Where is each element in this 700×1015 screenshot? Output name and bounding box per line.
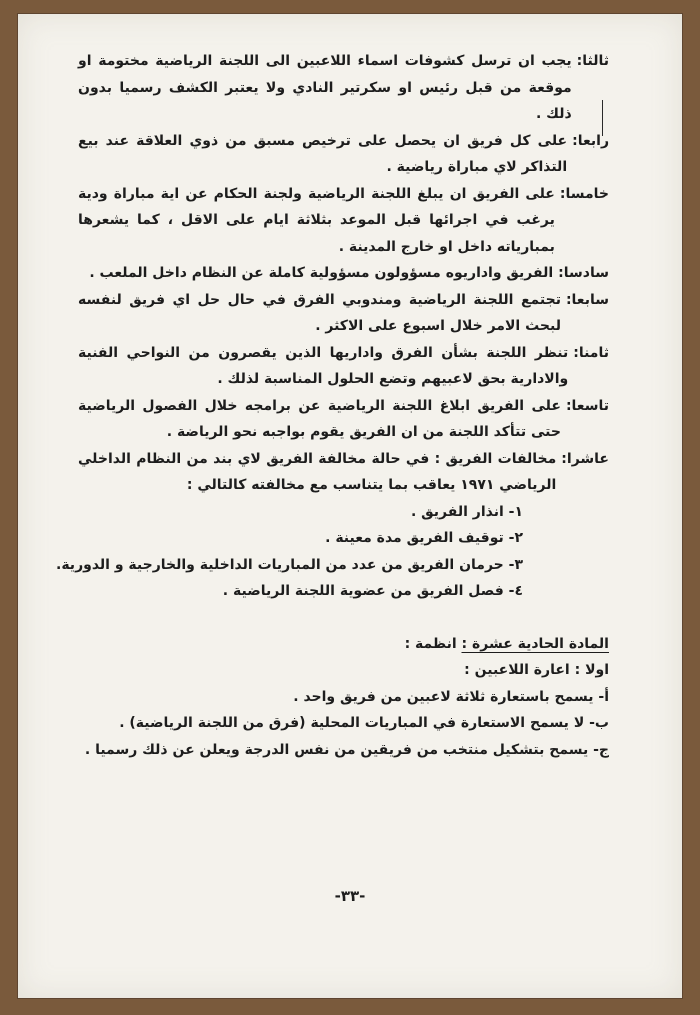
penalty-list bbox=[56, 499, 609, 605]
paragraph-fifth bbox=[78, 181, 609, 261]
list-item: ١- انذار الفريق . bbox=[410, 503, 523, 520]
paragraph-text: يجب ان ترسل كشوفات اسماء اللاعبين الى اللجنة الرياضية مختومة او موقعة من قبل رئيس او سكرتير النادي ولا يعتبر الكشف رسميا بدون ذلك . bbox=[78, 53, 572, 122]
paragraph-text: الفريق واداريوه مسؤولون مسؤولية كاملة عن النظام داخل الملعب . bbox=[89, 265, 554, 281]
article-subtitle: انظمة : bbox=[404, 635, 457, 652]
document-page bbox=[18, 14, 682, 998]
paragraph-label: ثالثا: bbox=[576, 53, 609, 69]
spacer bbox=[78, 605, 609, 631]
paragraph-sixth bbox=[78, 260, 609, 287]
paragraph-label: رابعا: bbox=[572, 132, 609, 149]
paragraph-eighth bbox=[78, 340, 609, 393]
paragraph-label: ثامنا: bbox=[573, 344, 609, 361]
article-heading bbox=[78, 631, 609, 658]
document-body bbox=[56, 48, 609, 763]
paragraph-text: على كل فريق ان يحصل على ترخيص مسبق من ذوي العلاقة عند بيع التذاكر لاي مباراة رياضية . bbox=[78, 132, 568, 175]
paragraph-label: خامسا: bbox=[559, 185, 609, 202]
list-item: ٤- فصل الفريق من عضوية اللجنة الرياضية . bbox=[222, 583, 523, 599]
lending-rules-list bbox=[78, 684, 609, 764]
list-item: ب- لا يسمح الاستعارة في المباريات المحلية (فرق من اللجنة الرياضية) . bbox=[119, 715, 609, 731]
list-item: ٢- توقيف الفريق مدة معينة . bbox=[325, 530, 523, 546]
paragraph-label: عاشرا: bbox=[561, 450, 609, 467]
paragraph-label: سابعا: bbox=[565, 291, 609, 308]
list-item: أ- يسمح باستعارة ثلاثة لاعبين من فريق واحد . bbox=[293, 688, 609, 705]
page-number: -٣٣- bbox=[334, 887, 366, 905]
paragraph-label: سادسا: bbox=[558, 265, 609, 281]
paragraph-third bbox=[78, 48, 609, 128]
paragraph-ninth bbox=[78, 393, 609, 446]
paragraph-text: على الفريق ان يبلغ اللجنة الرياضية ولجنة الحكام عن اية مباراة ودية يرغب في اجرائها قبل الموعد بثلاثة ايام على الاقل ، كما يشعرها بمبارياته داخل او خارج المدينة . bbox=[78, 185, 555, 255]
paragraph-text: مخالفات الفريق : في حالة مخالفة الفريق لاي بند من النظام الداخلي الرياضي ١٩٧١ يعاقب بما يتناسب مع مخالفته كالتالي : bbox=[78, 450, 557, 493]
list-item: ٣- حرمان الفريق من عدد من المباريات الداخلية والخارجية و الدورية. bbox=[56, 556, 523, 573]
list-item: ج- يسمح بتشكيل منتخب من فريقين من نفس الدرجة ويعلن عن ذلك رسميا . bbox=[84, 741, 609, 758]
paragraph-text: على الفريق ابلاغ اللجنة الرياضية عن برامجه خلال الفصول الرياضية حتى تتأكد اللجنة من ان الفريق يقوم بواجبه نحو الرياضة . bbox=[78, 397, 561, 440]
paragraph-text: تنظر اللجنة بشأن الفرق واداريها الذين يقصرون من النواحي الفنية والادارية بحق لاعبيهم وتضع الحلول المناسبة لذلك . bbox=[78, 344, 569, 387]
paragraph-label: تاسعا: bbox=[565, 397, 609, 414]
section-heading: اولا : اعارة اللاعبين : bbox=[464, 662, 609, 678]
article-title bbox=[462, 631, 610, 658]
paragraph-tenth bbox=[78, 446, 609, 499]
paragraph-fourth bbox=[78, 128, 609, 181]
paragraph-text: تجتمع اللجنة الرياضية ومندوبي الفرق في حال حل اي فريق لنفسه لبحث الامر خلال اسبوع على الاكثر . bbox=[78, 291, 561, 334]
paragraph-seventh bbox=[78, 287, 609, 340]
article-title-text: المادة الحادية عشرة : bbox=[461, 635, 609, 652]
